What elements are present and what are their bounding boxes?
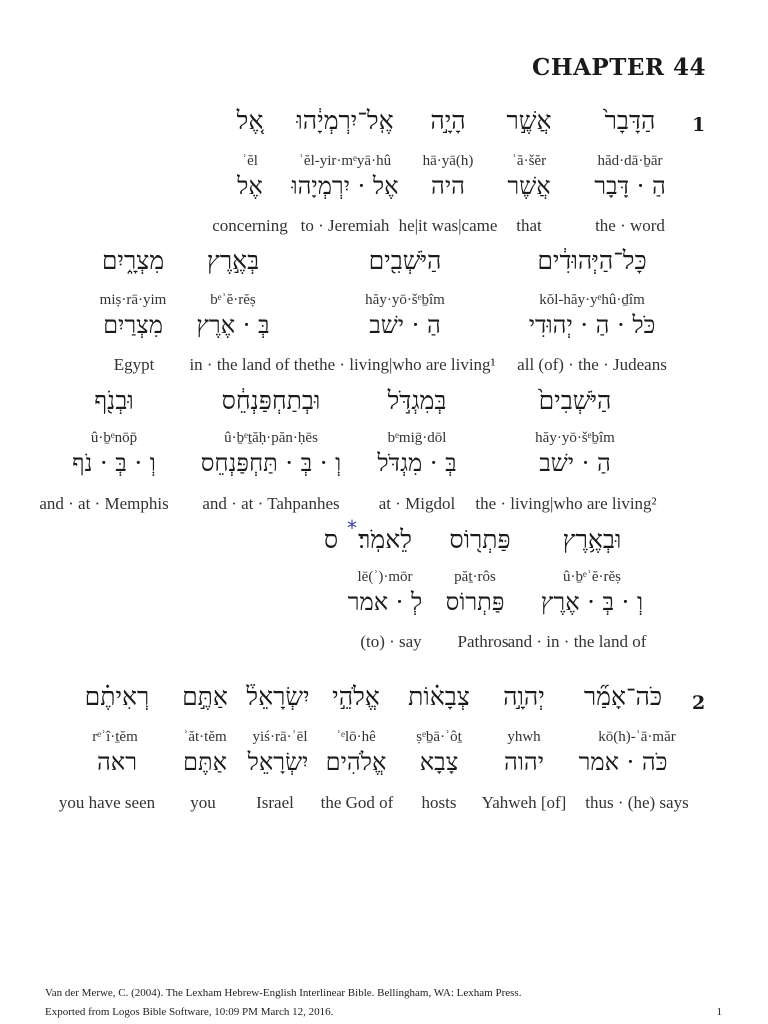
hebrew-word: אַתֶּ֣ם [182,682,228,711]
transliteration: û·ḇᵉṯăḥ·păn·ḥēs [224,430,318,446]
gloss: and · at · Tahpanhes [202,494,340,513]
lexical-form: וְ · בְּ · תַּחְפַּנְחֵס [200,449,342,477]
lexical-form: אֶל · יִרְמְיָהוּ [291,172,399,200]
hebrew-word: פַּתְר֖וֹס [449,525,511,554]
hebrew-word: אֶֽל־יִרְמְיָ֔הוּ [296,106,394,135]
lexical-form: הַ · ישׁב [539,449,611,477]
transliteration: hăy·yō·šᵉḇîm [535,430,615,446]
lexical-form: ראה [97,748,137,776]
hebrew-word: וּבְאֶ֥רֶץ [562,525,622,554]
transliteration: ʾᵉlō·hê [336,729,376,745]
gloss: the God of [320,793,394,812]
hebrew-word: הַדָּבָר֙ [604,106,656,135]
transliteration: kŏl-hăy·yᵉhû·ḏîm [539,292,645,308]
gloss: at · Migdol [378,494,456,513]
hebrew-word: אֲשֶׁ֣ר [506,106,552,135]
transliteration: ʾăt·tĕm [183,729,227,745]
gloss: (to) · say [360,632,422,651]
hebrew-word: כָּל־הַיְּהוּדִ֔ים [537,246,647,275]
hebrew-word: אֶ֚ל [236,106,264,135]
transliteration: bᵉʾĕ·rĕṣ [210,292,256,308]
gloss: Pathros [457,632,509,651]
gloss: Yahweh [of] [481,793,567,812]
lexical-form: יִשְׂרָאֵל [247,748,309,776]
lexical-form: כֹּל · הַ · יְהוּדִי [528,311,656,339]
hebrew-word: צְבָא֗וֹת [408,682,470,711]
transliteration: hăd·dā·ḇār [597,153,663,169]
transliteration: yiś·rā·ʾēl [252,729,308,745]
gloss: Egypt [113,355,155,374]
lexical-form: בְּ · מִגְדֹּל [377,449,457,477]
gloss: you [190,793,216,812]
gloss: that [516,216,542,235]
hebrew-word: יִשְׂרָאֵל֒ [246,682,310,711]
verse-number: 1 [692,114,706,136]
lexical-form: צָבָא [419,748,459,776]
transliteration: rᵉʾî·ṯĕm [92,729,138,745]
hebrew-word: יְהוָ֣ה [503,682,545,711]
gloss: all (of) · the · Judeans [517,355,667,374]
lexical-form: אַתֶּם [182,748,228,776]
transliteration: miṣ·rā·yim [99,292,167,308]
lexical-form: הַ · ישׁב [369,311,441,339]
hebrew-word: לֵאמֹֽר׃ [358,525,412,554]
transliteration: hā·yā(h) [422,153,474,169]
hebrew-word: ס [323,525,339,554]
hebrew-word: אֱלֹהֵ֣י [332,682,380,711]
citation: Van der Merwe, C. (2004). The Lexham Hebrew-English Interlinear Bible. Bellingham, WA: Lexham Press. [45,987,522,999]
hebrew-word: מִצְרָ֑יִם [101,246,165,275]
transliteration: ṣᵉḇā·ʾôṯ [416,729,462,745]
lexical-form: היה [431,172,465,200]
transliteration: lē(ʾ)·mōr [357,569,413,585]
footnote-asterisk[interactable]: * [347,516,357,540]
page-number: 1 [716,1006,722,1018]
gloss: thus · (he) says [585,793,689,812]
hebrew-word: הָיָ֣ה [430,106,466,135]
chapter-title: CHAPTER 44 [532,54,706,81]
transliteration: hăy·yō·šᵉḇîm [365,292,445,308]
lexical-form: כֹּה · אמר [578,748,668,776]
hebrew-word: וּבְנֹ֖ף [94,386,134,415]
hebrew-word: בְּאֶ֣רֶץ [206,246,260,275]
transliteration: păṯ·rôs [454,569,496,585]
transliteration: bᵉmiḡ·dōl [387,430,447,446]
hebrew-word: הַיֹּשְׁבִים֙ [538,386,612,415]
lexical-form: יהוה [503,748,545,776]
hebrew-word: כֹּה־אָמַ֞ר [583,682,663,711]
gloss: you have seen [58,793,156,812]
transliteration: ʾă·šĕr [511,153,547,169]
gloss: hosts [421,793,457,812]
lexical-form: אֶל [237,172,263,200]
gloss: to · Jeremiah [300,216,390,235]
gloss: the · living|who are living¹ [314,355,496,374]
export-note: Exported from Logos Bible Software, 10:09 PM March 12, 2016. [45,1006,334,1018]
lexical-form: לְ · אמר [347,588,423,616]
gloss: concerning [212,216,288,235]
gloss: the · word [595,216,665,235]
gloss: Israel [256,793,294,812]
hebrew-word: בְּמִגְדֹּ֣ל [387,386,447,415]
transliteration: yhwh [507,729,541,745]
lexical-form: אֱלֹהִים [325,748,387,776]
transliteration: kō(h)-ʾā·măr [598,729,676,745]
lexical-form: הַ · דָּבָר [594,172,666,200]
lexical-form: וְ · בְּ · אֶרֶץ [540,588,644,616]
lexical-form: אֲשֶׁר [507,172,551,200]
transliteration: ʾĕl [242,153,258,169]
transliteration: û·ḇᵉnōp̄ [90,430,138,446]
lexical-form: מִצְרַיִם [103,311,163,339]
gloss: and · in · the land of [507,632,647,651]
transliteration: û·ḇᵉʾĕ·rĕṣ [563,569,621,585]
gloss: in · the land of the [189,355,315,374]
gloss: he|it was|came [398,216,498,235]
gloss: and · at · Memphis [39,494,169,513]
transliteration: ʾĕl-yir·mᵉyā·hû [298,153,392,169]
gloss: the · living|who are living² [475,494,657,513]
verse-number: 2 [692,692,706,714]
hebrew-word: רְאִיתֶ֗ם [84,682,150,711]
lexical-form: בְּ · אֶרֶץ [196,311,270,339]
hebrew-word: וּבְתַחְפַּנְחֵ֔ס [221,386,321,415]
lexical-form: פַּתְרוֹס [445,588,505,616]
hebrew-word: הַיֹּשְׁבִ֖ים [368,246,442,275]
lexical-form: וְ · בְּ · נֹף [72,449,156,477]
